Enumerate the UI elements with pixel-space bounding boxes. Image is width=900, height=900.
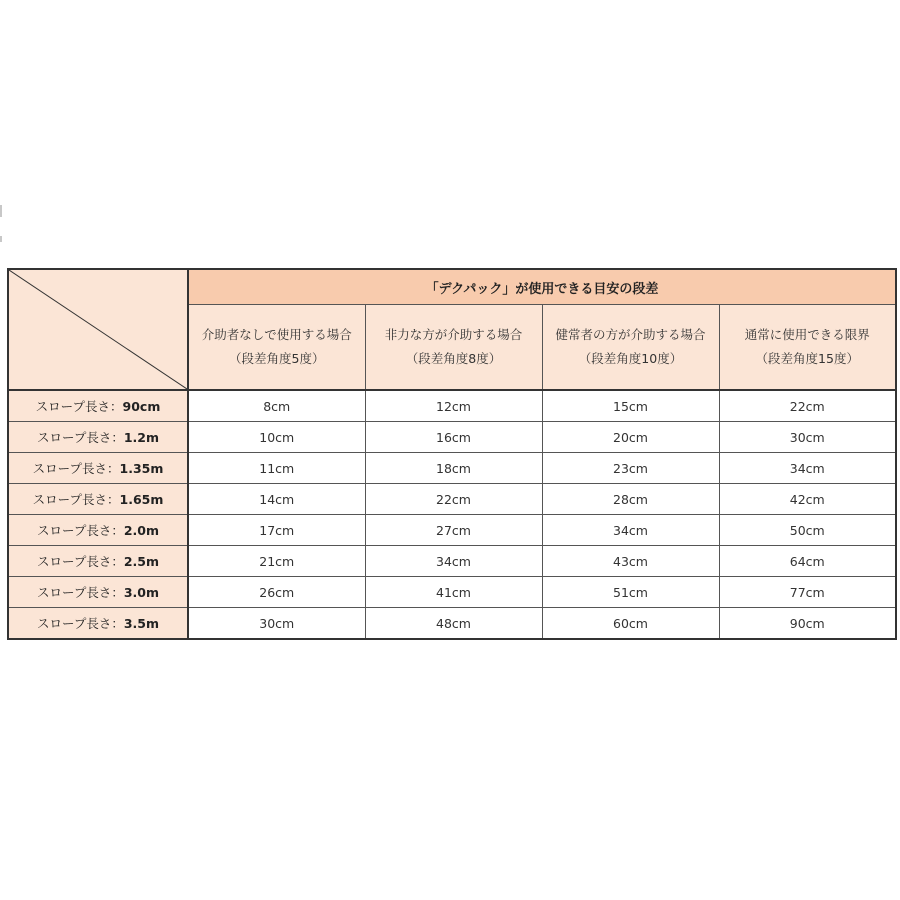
- table-cell: 34cm: [365, 546, 542, 577]
- row-label-prefix: スロープ長さ：: [36, 554, 124, 569]
- table-cell: 17cm: [188, 515, 365, 546]
- slope-length: 1.35m: [119, 461, 164, 476]
- table-cell: 41cm: [365, 577, 542, 608]
- margin-mark: [0, 205, 2, 217]
- slope-length: 2.5m: [123, 554, 160, 569]
- table-row: [8, 484, 896, 515]
- table-cell: 30cm: [719, 422, 896, 453]
- table-cell: 28cm: [542, 484, 719, 515]
- column-header-title: 健常者の方が介助する場合: [555, 327, 706, 342]
- table-cell: 77cm: [719, 577, 896, 608]
- column-header: [542, 305, 719, 391]
- column-header-angle: （段差角度8度）: [405, 351, 502, 366]
- row-label-prefix: スロープ長さ：: [36, 430, 124, 445]
- table-cell: 26cm: [188, 577, 365, 608]
- table-cell: 10cm: [188, 422, 365, 453]
- row-label-prefix: スロープ長さ：: [36, 616, 124, 631]
- table-row: [8, 422, 896, 453]
- table-cell: 34cm: [719, 453, 896, 484]
- row-label-prefix: スロープ長さ：: [35, 399, 123, 414]
- slope-length: 1.2m: [123, 430, 160, 445]
- table-cell: 50cm: [719, 515, 896, 546]
- column-header-angle: （段差角度15度）: [755, 351, 859, 366]
- table-cell: 23cm: [542, 453, 719, 484]
- table-cell: 22cm: [719, 390, 896, 422]
- row-label-prefix: スロープ長さ：: [32, 492, 120, 507]
- row-label-prefix: スロープ長さ：: [32, 461, 120, 476]
- table-cell: 16cm: [365, 422, 542, 453]
- row-header: [8, 577, 188, 608]
- group-header: 「デクパック」が使用できる目安の段差: [188, 269, 896, 305]
- row-header: [8, 390, 188, 422]
- table-cell: 43cm: [542, 546, 719, 577]
- table-cell: 48cm: [365, 608, 542, 640]
- column-header-title: 非力な方が介助する場合: [384, 327, 523, 342]
- row-header: [8, 422, 188, 453]
- row-header: [8, 546, 188, 577]
- column-header: [365, 305, 542, 391]
- corner-cell: [8, 269, 188, 390]
- table-cell: 60cm: [542, 608, 719, 640]
- table-cell: 90cm: [719, 608, 896, 640]
- table-cell: 12cm: [365, 390, 542, 422]
- table-cell: 27cm: [365, 515, 542, 546]
- table-row: [8, 577, 896, 608]
- column-header-angle: （段差角度10度）: [578, 351, 683, 366]
- column-header: [188, 305, 365, 391]
- margin-mark: [0, 236, 2, 242]
- table-cell: 34cm: [542, 515, 719, 546]
- table-cell: 30cm: [188, 608, 365, 640]
- table-row: [8, 608, 896, 640]
- diagonal-line: [9, 270, 187, 389]
- column-header-title: 介助者なしで使用する場合: [201, 327, 352, 342]
- row-header: [8, 608, 188, 640]
- slope-length: 1.65m: [119, 492, 164, 507]
- table-cell: 8cm: [188, 390, 365, 422]
- slope-length: 90cm: [122, 399, 161, 414]
- table-row: [8, 390, 896, 422]
- row-label-prefix: スロープ長さ：: [36, 523, 124, 538]
- row-header: [8, 484, 188, 515]
- slope-length: 3.0m: [123, 585, 160, 600]
- table-cell: 22cm: [365, 484, 542, 515]
- column-header-angle: （段差角度5度）: [229, 351, 325, 366]
- row-header: [8, 453, 188, 484]
- table-cell: 15cm: [542, 390, 719, 422]
- column-header-title: 通常に使用できる限界: [744, 327, 870, 342]
- slope-length: 3.5m: [123, 616, 160, 631]
- row-label-prefix: スロープ長さ：: [36, 585, 124, 600]
- table-cell: 11cm: [188, 453, 365, 484]
- table-row: [8, 515, 896, 546]
- table-cell: 14cm: [188, 484, 365, 515]
- row-header: [8, 515, 188, 546]
- table-cell: 42cm: [719, 484, 896, 515]
- column-header: [719, 305, 896, 391]
- table-cell: 21cm: [188, 546, 365, 577]
- table-cell: 20cm: [542, 422, 719, 453]
- table-row: [8, 546, 896, 577]
- table-cell: 51cm: [542, 577, 719, 608]
- table-cell: 64cm: [719, 546, 896, 577]
- step-height-table: [7, 268, 897, 640]
- table-row: [8, 453, 896, 484]
- slope-length: 2.0m: [123, 523, 160, 538]
- table-cell: 18cm: [365, 453, 542, 484]
